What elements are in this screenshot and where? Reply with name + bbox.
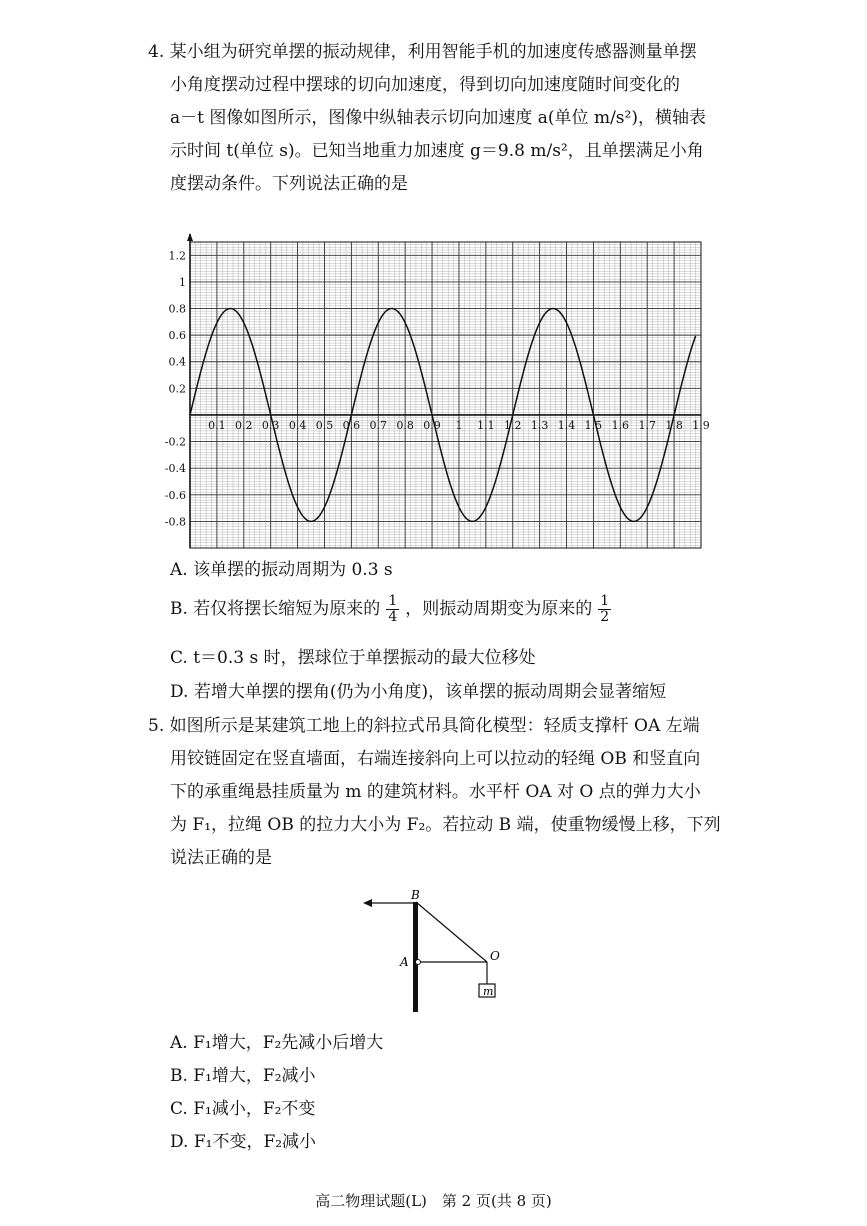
x-tick-label: 1	[455, 418, 463, 432]
crane-diagram	[360, 888, 520, 1013]
q5-option-c[interactable]: C. F₁减小，F₂不变	[170, 1099, 316, 1119]
label-m: m	[483, 985, 494, 998]
chart-y-tick-labels	[165, 249, 186, 528]
y-tick-label: -0.4	[164, 462, 186, 476]
y-tick-label: 0.6	[168, 329, 186, 343]
arrow-head-icon	[363, 899, 372, 907]
q5-line-3: 下的承重绳悬挂质量为 m 的建筑材料。水平杆 OA 对 O 点的弹力大小	[170, 782, 701, 802]
q4-option-b[interactable]	[170, 594, 617, 625]
x-tick-label: 1.3	[530, 418, 549, 432]
x-tick-label: 1.5	[584, 418, 603, 432]
q5-line-2: 用铰链固定在竖直墙面，右端连接斜向上可以拉动的轻绳 OB 和竖直向	[170, 749, 701, 769]
x-tick-label: 0.4	[288, 418, 307, 432]
label-o: O	[490, 949, 500, 963]
q4-line-5: 度摆动条件。下列说法正确的是	[170, 174, 408, 194]
x-tick-label: 1.9	[692, 418, 710, 432]
page-footer: 高二物理试题(L) 第 2 页(共 8 页)	[315, 1192, 552, 1210]
x-tick-label: 0.8	[396, 418, 414, 432]
q4-line-3: a－t 图像如图所示，图像中纵轴表示切向加速度 a(单位 m/s²)，横轴表	[170, 108, 706, 128]
q5-line-4: 为 F₁，拉绳 OB 的拉力大小为 F₂。若拉动 B 端，使重物缓慢上移，下列	[170, 815, 721, 835]
label-b: B	[411, 888, 420, 902]
fraction-one-half	[598, 594, 611, 625]
q4-line-4: 示时间 t(单位 s)。已知当地重力加速度 g＝9.8 m/s²，且单摆满足小角	[170, 141, 704, 161]
x-tick-label: 1.7	[638, 418, 656, 432]
x-tick-label: 0.1	[208, 418, 226, 432]
y-tick-label: -0.8	[164, 515, 186, 529]
fraction-2-denominator: 2	[600, 609, 610, 625]
chart-major-grid	[190, 242, 701, 548]
hinge-a	[416, 960, 421, 965]
q5-line-5: 说法正确的是	[170, 848, 272, 868]
x-tick-label: 1.4	[557, 418, 576, 432]
q4-option-a[interactable]: A. 该单摆的振动周期为 0.3 s	[170, 560, 393, 580]
q5-option-a[interactable]: A. F₁增大，F₂先减小后增大	[170, 1033, 384, 1053]
q4-line-2: 小角度摆动过程中摆球的切向加速度，得到切向加速度随时间变化的	[170, 75, 680, 95]
q4-option-c[interactable]: C. t＝0.3 s 时，摆球位于单摆振动的最大位移处	[170, 648, 536, 668]
x-tick-label: 1.8	[665, 418, 683, 432]
chart-frame	[190, 242, 701, 548]
y-tick-label: 0.4	[168, 355, 186, 369]
fraction-1-denominator: 4	[388, 609, 398, 625]
x-tick-label: 0.5	[315, 418, 334, 432]
y-tick-label: 1.2	[168, 249, 186, 263]
fraction-1-numerator: 1	[388, 593, 398, 609]
q4-option-d[interactable]: D. 若增大单摆的摆角(仍为小角度)，该单摆的振动周期会显著缩短	[170, 682, 667, 702]
rope-ob	[416, 902, 487, 962]
x-tick-label: 0.3	[261, 418, 280, 432]
fraction-one-quarter	[386, 594, 399, 625]
x-tick-label: 1.1	[477, 418, 495, 432]
q5-option-d[interactable]: D. F₁不变，F₂减小	[170, 1132, 317, 1152]
chart-minor-grid	[190, 242, 701, 548]
x-tick-label: 0.2	[235, 418, 253, 432]
y-axis-arrow-icon	[187, 233, 193, 241]
x-tick-label: 1.2	[503, 418, 522, 432]
x-tick-label: 1.6	[611, 418, 630, 432]
x-tick-label: 0.9	[423, 418, 441, 432]
y-tick-label: 0.8	[168, 302, 186, 316]
x-tick-label: 0.6	[342, 418, 361, 432]
acceleration-time-chart	[160, 232, 710, 550]
q5-option-b[interactable]: B. F₁增大，F₂减小	[170, 1066, 316, 1086]
vertical-wall	[413, 902, 418, 1012]
fraction-2-numerator: 1	[600, 593, 610, 609]
x-tick-label: 0.7	[369, 418, 388, 432]
y-tick-label: 1	[179, 275, 186, 289]
q5-line-1: 5. 如图所示是某建筑工地上的斜拉式吊具简化模型：轻质支撑杆 OA 左端	[148, 716, 700, 736]
q4-option-b-text-2: ，则振动周期变为原来的	[405, 599, 593, 619]
label-a: A	[400, 955, 409, 969]
y-tick-label: 0.2	[168, 382, 186, 396]
q4-option-b-text-1: B. 若仅将摆长缩短为原来的	[170, 599, 381, 619]
q4-line-1: 4. 某小组为研究单摆的振动规律，利用智能手机的加速度传感器测量单摆	[148, 42, 697, 62]
y-tick-label: -0.2	[164, 435, 186, 449]
y-tick-label: -0.6	[164, 488, 186, 502]
